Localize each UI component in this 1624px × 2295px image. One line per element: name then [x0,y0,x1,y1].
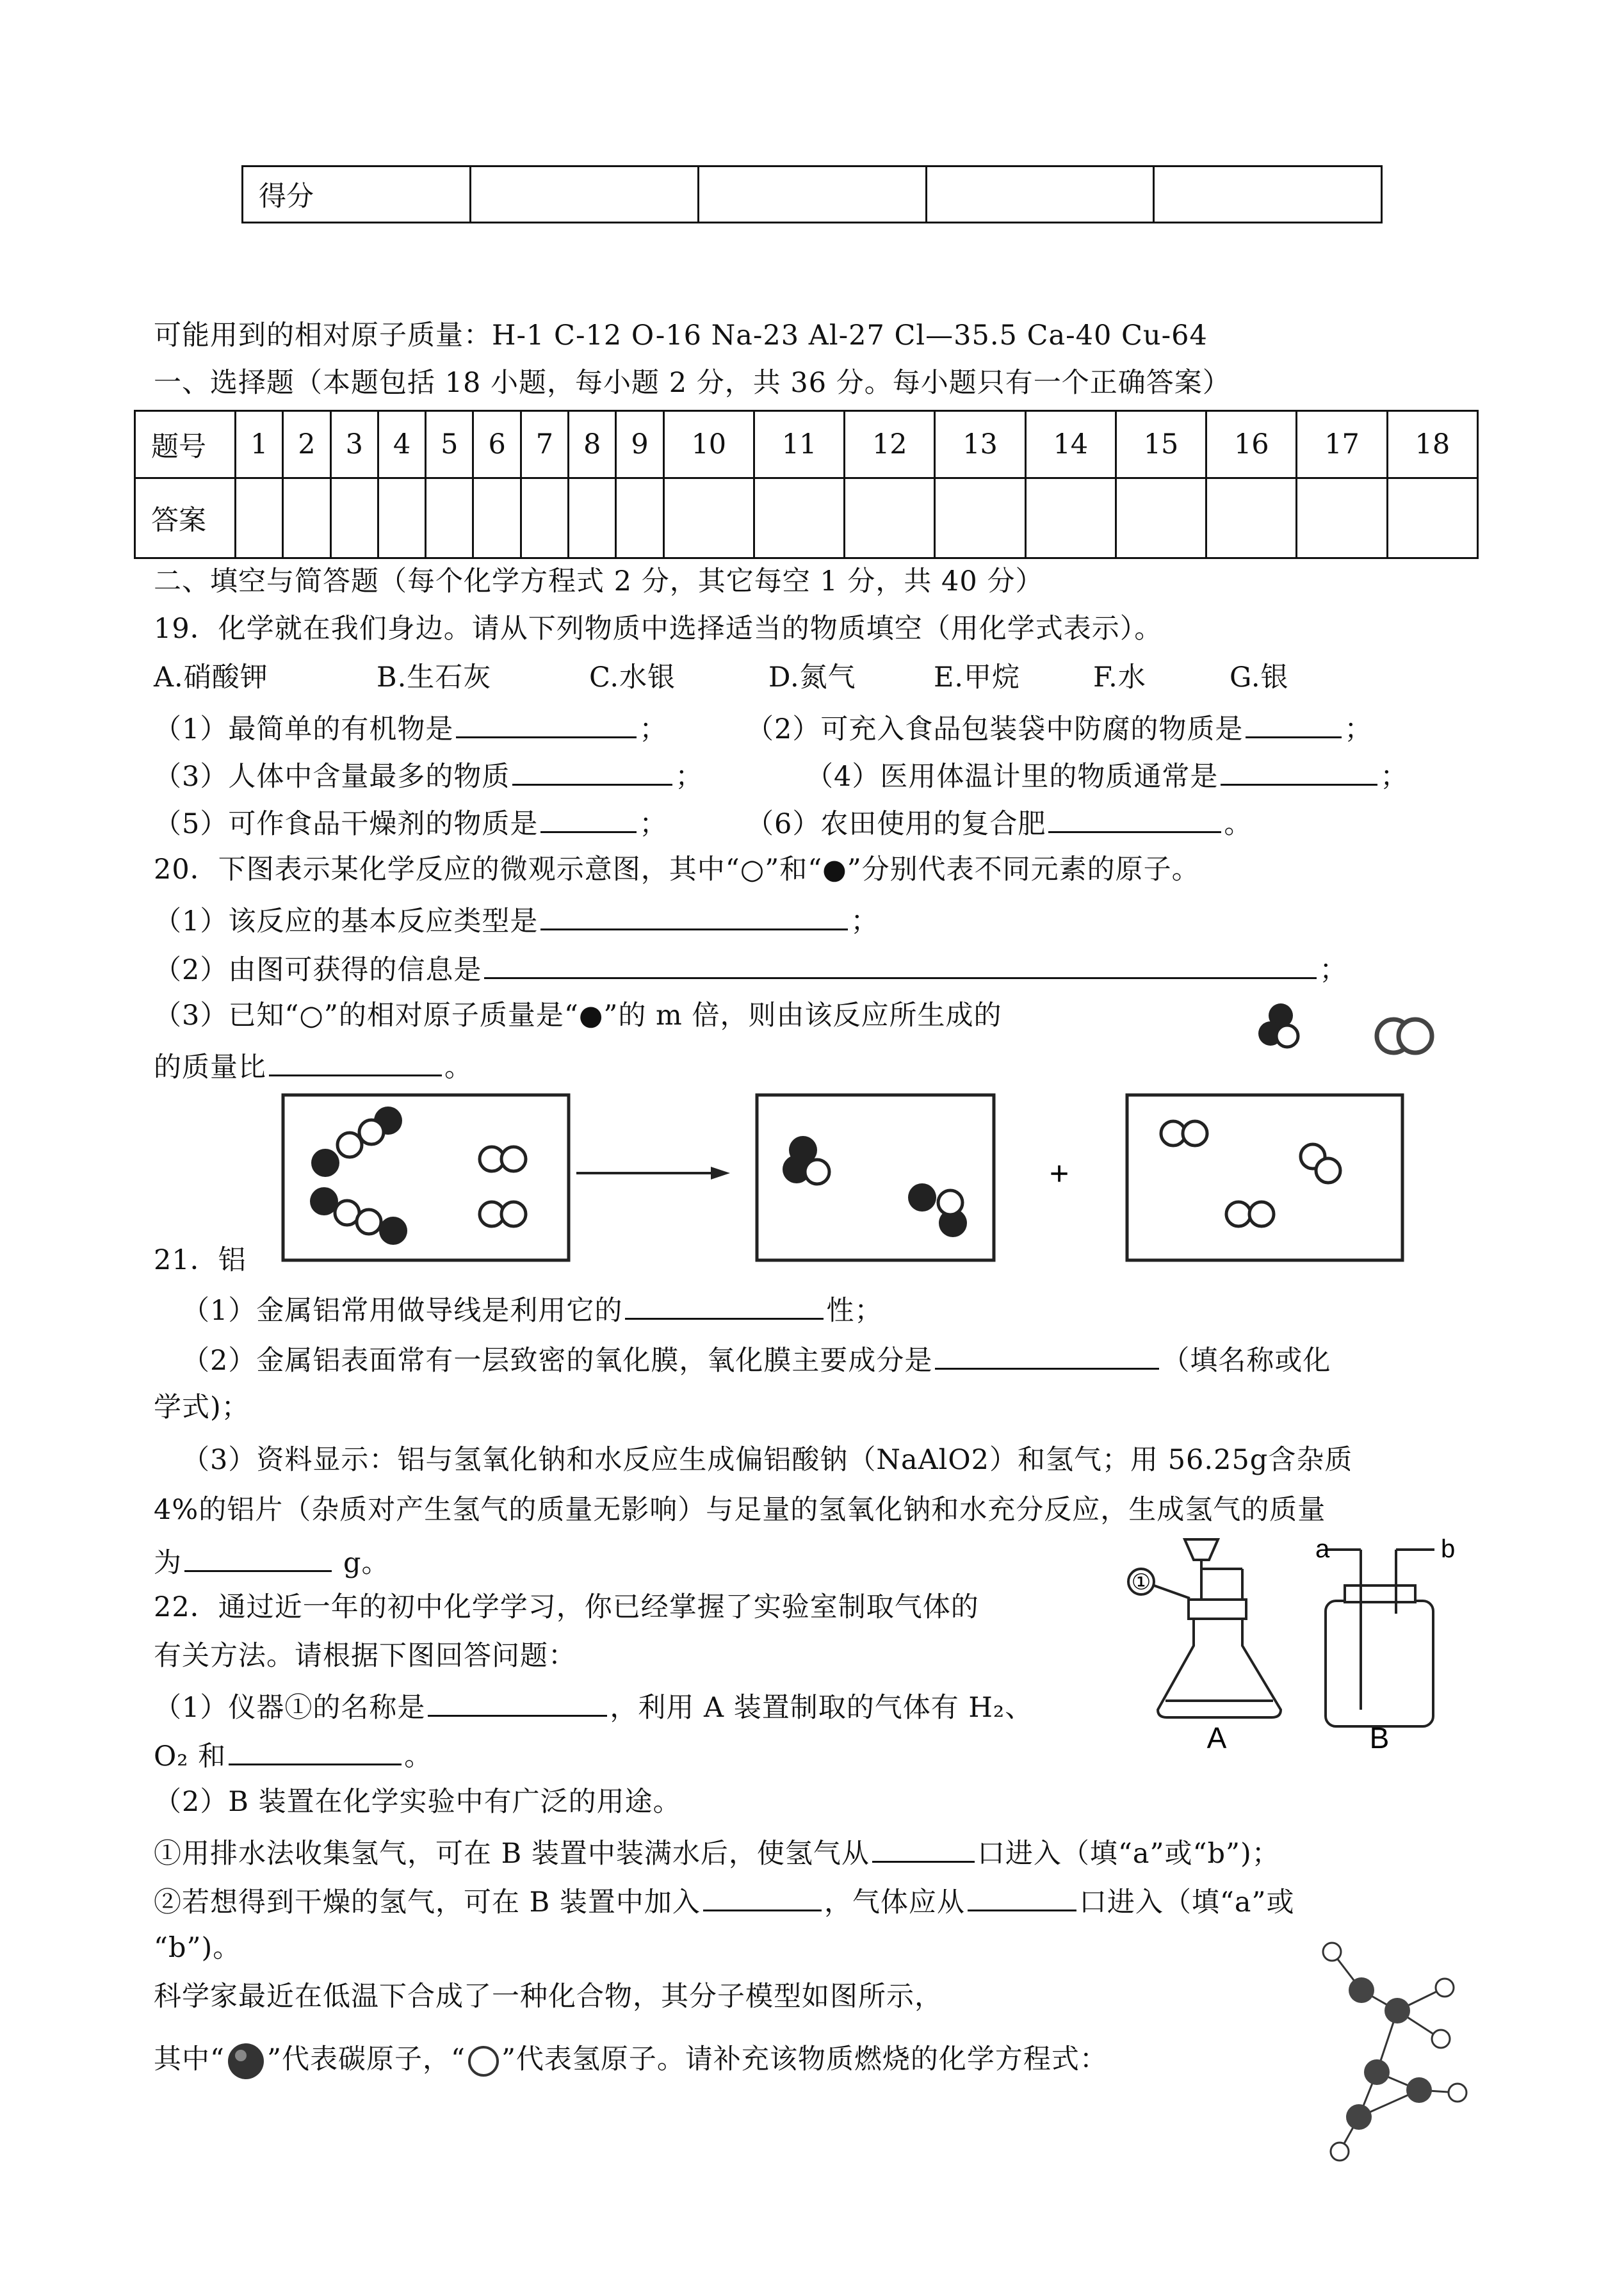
option: C.水银 [589,661,676,693]
carbon-atom [1346,2104,1372,2130]
q19-p3: （3）人体中含量最多的物质 [154,761,510,793]
label-A: A [1206,1721,1227,1755]
q22-p1b: ，利用 A 装置制取的气体有 H₂、 [610,1692,1034,1724]
product-molecules-figure [1242,993,1460,1069]
carbon-atom-icon [225,2040,267,2082]
question-number: 3 [330,411,378,478]
answer-blank[interactable] [456,707,637,738]
plus-sign: + [1049,1155,1069,1192]
q19-p5: （5）可作食品干燥剂的物质是 [154,808,539,840]
answer-blank[interactable] [540,899,848,930]
punct: ； [1380,761,1409,793]
score-cell[interactable] [471,166,699,223]
answer-cell[interactable] [1387,478,1477,558]
q22-p1d: 。 [404,1740,433,1772]
answer-blank[interactable] [484,948,1317,979]
hollow-atom [1249,1202,1274,1226]
apparatus-figure [1121,1524,1479,1767]
q22-p2ii-b: ，气体应从 [824,1886,965,1918]
hollow-atom [357,1210,381,1234]
option: G.银 [1230,661,1289,693]
carbon-atom [1364,2059,1390,2085]
filled-atom [908,1183,936,1212]
q22-p2ii-d: “b”)。 [154,1932,241,1964]
apparatus-a [1128,1539,1281,1717]
question-number: 15 [1116,411,1206,478]
gas-bottle [1326,1601,1433,1726]
answer-cell[interactable] [283,478,330,558]
section1-title: 一、选择题（本题包括 18 小题，每小题 2 分，共 36 分。每小题只有一个正确答案） [154,367,1231,399]
score-table [241,165,1383,223]
q19-p4: （4）医用体温计里的物质通常是 [806,761,1219,793]
punct: ； [1344,713,1373,745]
label-b: b [1441,1535,1456,1563]
answer-blank[interactable] [229,1734,402,1765]
carbon-atom [1349,1977,1374,2003]
q21-p1b: 性； [826,1295,883,1327]
answer-blank[interactable] [512,754,672,786]
question-number: 5 [426,411,473,478]
punct: ； [639,808,668,840]
question-number: 10 [663,411,754,478]
option: D.氮气 [768,661,856,693]
q20-p1: （1）该反应的基本反应类型是 [154,905,539,937]
filled-atom [311,1149,339,1177]
answer-blank[interactable] [540,802,637,833]
option: F.水 [1093,661,1146,693]
arrow-head [711,1167,730,1180]
bottle-stopper [1345,1585,1415,1602]
q22-p2ii-a: ②若想得到干燥的氢气，可在 B 装置中加入 [154,1886,701,1918]
question-number: 1 [236,411,283,478]
hydrogen-atom [1323,1943,1341,1961]
punct: ； [850,905,879,937]
hollow-atom [1276,1025,1298,1047]
section2-title: 二、填空与简答题（每个化学方程式 2 分，其它每空 1 分，共 40 分） [154,565,1044,597]
q23-pb: ”代表碳原子，“ [266,2043,466,2075]
hollow-atom [805,1160,829,1184]
option: A.硝酸钾 [154,661,268,693]
answer-blank[interactable] [269,1045,442,1076]
q20-stem: 20．下图表示某化学反应的微观示意图，其中“○”和“●”分别代表不同元素的原子。 [154,854,1200,886]
question-number: 18 [1387,411,1477,478]
score-label: 得分 [243,166,471,223]
hollow-atom [337,1133,362,1157]
label-1: ① [1131,1569,1151,1595]
answer-cell[interactable] [378,478,425,558]
q20-p3b: 的质量比 [154,1051,266,1083]
hollow-atom [359,1120,384,1144]
question-number: 6 [473,411,521,478]
q21-p1a: （1）金属铝常用做导线是利用它的 [182,1295,623,1327]
q22-p2i-a: ①用排水法收集氢气，可在 B 装置中装满水后，使氢气从 [154,1838,870,1870]
q21-p2a: （2）金属铝表面常有一层致密的氧化膜，氧化膜主要成分是 [182,1345,933,1377]
answer-cell[interactable] [935,478,1025,558]
q21-p2b: （填名称或化 [1162,1345,1331,1377]
hydrogen-atom [1331,2143,1349,2161]
molecule-model-figure [1313,1934,1479,2164]
option: B.生石灰 [377,661,492,693]
punct: 。 [444,1051,473,1083]
answer-blank[interactable] [184,1541,332,1572]
question-number: 9 [616,411,663,478]
answer-blank[interactable] [625,1288,824,1320]
answer-blank[interactable] [428,1685,607,1717]
answer-cell[interactable] [236,478,283,558]
hydrogen-atom-icon [466,2043,501,2079]
q19-stem: 19．化学就在我们身边。请从下列物质中选择适当的物质填空（用化学式表示）。 [154,613,1163,645]
punct: ； [675,761,704,793]
reactants-box [283,1095,569,1260]
hollow-atom [1226,1202,1251,1226]
answer-cell[interactable] [845,478,935,558]
hollow-atom [1183,1121,1207,1146]
answer-cell[interactable] [473,478,521,558]
option: E.甲烷 [934,661,1021,693]
q19-p1: （1）最简单的有机物是 [154,713,454,745]
label-a: a [1315,1535,1330,1563]
hydrogen-atom [1449,2084,1466,2102]
q23-pa: 其中“ [154,2043,225,2075]
label-B: B [1369,1721,1390,1755]
answer-blank[interactable] [872,1831,975,1863]
question-number: 14 [1025,411,1116,478]
separatory-funnel [1185,1539,1218,1560]
stopper [1189,1600,1246,1619]
answer-blank[interactable] [1221,754,1377,786]
answer-blank[interactable] [703,1880,822,1911]
hollow-atom [501,1147,526,1171]
q21-p3d: g。 [343,1547,390,1579]
q21-p3b: 4%的铝片（杂质对产生氢气的质量无影响）与足量的氢氧化钠和水充分反应，生成氢气的质量 [154,1494,1326,1526]
products-box-2 [1127,1095,1402,1260]
q21-p2c: 学式)； [154,1391,250,1423]
answer-blank[interactable] [935,1338,1159,1370]
question-number: 4 [378,411,425,478]
question-number: 17 [1297,411,1387,478]
answer-cell[interactable] [1206,478,1297,558]
hollow-atom [938,1190,962,1215]
answer-cell[interactable] [569,478,616,558]
hydrogen-atom [1432,2030,1450,2048]
q22-p1a: （1）仪器①的名称是 [154,1692,426,1724]
hydrogen-atom [1436,1979,1454,1997]
q21-stem: 21．铝 [154,1244,247,1276]
hollow-atom [1316,1158,1340,1183]
answer-cell[interactable] [426,478,473,558]
q22-stem1: 22．通过近一年的初中化学学习，你已经掌握了实验室制取气体的 [154,1591,979,1623]
question-number: 7 [521,411,568,478]
atomic-masses: 可能用到的相对原子质量：H-1 C-12 O-16 Na-23 Al-27 Cl—35.5 Ca-40 Cu-64 [154,320,1208,352]
q22-p1c: O₂ 和 [154,1740,227,1772]
question-number: 8 [569,411,616,478]
reaction-diagram [269,1089,1422,1268]
hollow-atom [1399,1019,1432,1053]
score-cell[interactable] [698,166,926,223]
q22-p2: （2）B 装置在化学实验中有广泛的用途。 [154,1786,681,1818]
q23-stem: 科学家最近在低温下合成了一种化合物，其分子模型如图所示， [154,1981,943,2013]
answer-blank[interactable] [968,1880,1076,1911]
answer-table-header-number: 题号 [135,411,236,478]
pointer-line [1154,1585,1190,1598]
q23-pc: ”代表氢原子。请补充该物质燃烧的化学方程式： [501,2043,1108,2075]
score-cell[interactable] [1154,166,1382,223]
question-number: 12 [845,411,935,478]
answer-cell[interactable] [616,478,663,558]
answer-blank[interactable] [1246,707,1342,738]
punct: ； [639,713,668,745]
carbon-atom [1384,1998,1410,2023]
question-number: 11 [754,411,844,478]
question-number: 13 [935,411,1025,478]
q21-p3a: （3）资料显示：铝与氢氧化钠和水反应生成偏铝酸钠（NaAlO2）和氢气；用 56.25g含杂质 [182,1444,1353,1476]
q22-p2ii-c: 口进入（填“a”或 [1078,1886,1295,1918]
answer-cell[interactable] [663,478,754,558]
answer-cell[interactable] [521,478,568,558]
score-cell[interactable] [926,166,1154,223]
answer-cell[interactable] [330,478,378,558]
q20-p3: （3）已知“○”的相对原子质量是“●”的 m 倍，则由该反应所生成的 [154,1000,1002,1032]
answer-cell[interactable] [754,478,844,558]
answer-table-header-answer: 答案 [135,478,236,558]
apparatus-b [1326,1550,1434,1726]
question-number: 2 [283,411,330,478]
answer-blank[interactable] [1048,802,1221,833]
filled-atom [379,1217,407,1245]
question-number: 16 [1206,411,1297,478]
punct: ； [1319,954,1348,986]
answer-table [134,410,1479,559]
conical-flask [1158,1619,1281,1717]
q19-p6: （6）农田使用的复合肥 [746,808,1046,840]
punct: 。 [1224,808,1253,840]
answer-cell[interactable] [1297,478,1387,558]
q22-p2i-b: 口进入（填“a”或“b”)； [977,1838,1280,1870]
q21-p3c: 为 [154,1547,182,1579]
q20-p2: （2）由图可获得的信息是 [154,954,482,986]
answer-cell[interactable] [1025,478,1116,558]
answer-cell[interactable] [1116,478,1206,558]
carbon-atom [1406,2077,1432,2103]
q22-stem2: 有关方法。请根据下图回答问题： [154,1640,576,1672]
hollow-atom [501,1202,526,1226]
q19-p2: （2）可充入食品包装袋中防腐的物质是 [746,713,1244,745]
